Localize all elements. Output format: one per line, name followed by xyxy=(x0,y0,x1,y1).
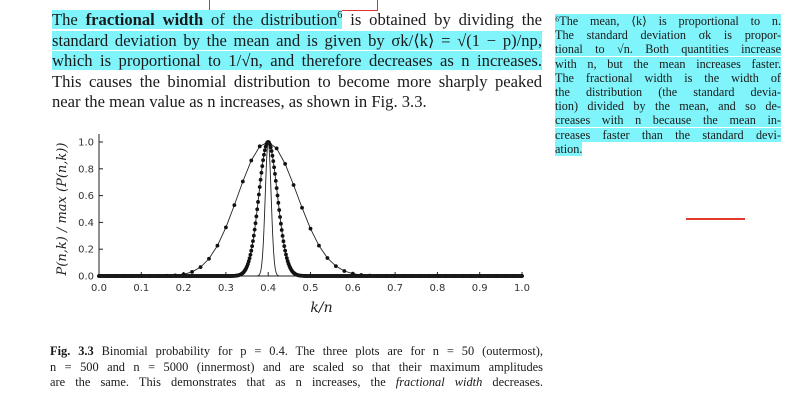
data-point-n500 xyxy=(280,228,284,232)
sidenote-line: tion) divided by the mean, and so de- xyxy=(555,99,781,114)
data-point-n500 xyxy=(279,222,283,226)
body-line-2: standard deviation by the mean and is given by σk/⟨k⟩ = √(1 − p)/np, xyxy=(52,30,542,50)
sidenote-line: with n, but the mean increases faster. xyxy=(555,56,781,71)
data-point-n500 xyxy=(278,215,282,219)
y-tick-label: 0.6 xyxy=(78,191,94,203)
data-point-n50 xyxy=(309,227,313,231)
data-point-n500 xyxy=(249,249,253,253)
data-point-n500 xyxy=(284,253,288,257)
sidenote-line: creases with n because the mean in- xyxy=(555,113,781,128)
sidenote-line: the distribution (the standard devia- xyxy=(555,85,781,100)
data-point-n500 xyxy=(249,253,253,257)
caption-line-2: n = 500 and n = 5000 (innermost) and are scaled so that their maximum amplitudes xyxy=(50,359,543,374)
data-point-n50 xyxy=(249,159,253,163)
sidenote-line: ation. xyxy=(555,141,583,156)
data-point-n500 xyxy=(253,228,257,232)
body-line-3: which is proportional to 1/√n, and therefore decreases as n increases. xyxy=(52,51,542,70)
data-point-n500 xyxy=(276,194,280,198)
data-point-n500 xyxy=(271,154,275,158)
data-point-n500 xyxy=(260,171,264,175)
data-point-n500 xyxy=(254,221,258,225)
figure-caption xyxy=(50,344,543,391)
data-point-n500 xyxy=(261,158,265,162)
figure-label: Fig. 3.3 xyxy=(50,344,94,358)
data-point-n50 xyxy=(326,256,330,260)
data-point-n500 xyxy=(282,239,286,243)
data-point-n500 xyxy=(252,234,256,238)
x-tick-label: 1.0 xyxy=(514,283,530,294)
data-point-n50 xyxy=(275,146,279,150)
data-point-n50 xyxy=(232,203,236,207)
body-line-4: This causes the binomial distribution to become more sharply peaked xyxy=(52,71,542,91)
data-point-n50 xyxy=(317,244,321,248)
data-point-n500 xyxy=(283,249,287,253)
x-tick-label: 0.0 xyxy=(91,283,107,294)
data-point-n500 xyxy=(276,201,280,205)
caption-line-1: Fig. 3.3 Binomial probability for p = 0.4. The three plots are for n = 50 (outermost), xyxy=(50,344,543,358)
data-point-n500 xyxy=(282,244,286,248)
x-tick-label: 0.2 xyxy=(175,283,192,294)
sidenote-line: The standard deviation σk is propor- xyxy=(555,28,781,43)
data-point-n500 xyxy=(262,153,266,157)
bold-term: fractional width xyxy=(85,10,204,29)
data-point-n50 xyxy=(199,265,203,269)
sidenote-line: creases faster than the standard devi- xyxy=(555,127,781,142)
body-line-5: near the mean value as n increases, as shown in Fig. 3.3. xyxy=(52,92,427,111)
x-tick-label: 0.4 xyxy=(260,283,277,294)
sidenote-line: The fractional width is the width of xyxy=(555,70,781,85)
series-line-n500 xyxy=(99,142,522,276)
data-point-n500 xyxy=(258,185,262,189)
sidenote-line: ⁶The mean, ⟨k⟩ is proportional to n. xyxy=(555,14,781,28)
data-point-n50 xyxy=(216,244,220,248)
data-point-n50 xyxy=(342,269,346,273)
y-tick-label: 0.4 xyxy=(78,217,94,229)
x-tick-label: 0.3 xyxy=(217,283,234,294)
data-point-n500 xyxy=(281,234,285,238)
data-point-n50 xyxy=(292,183,296,187)
data-point-n500 xyxy=(274,179,278,183)
data-point-n50 xyxy=(207,257,211,261)
data-point-n500 xyxy=(259,178,263,182)
data-point-n500 xyxy=(248,256,252,260)
data-point-n500 xyxy=(254,214,258,218)
data-point-n500 xyxy=(277,208,281,212)
x-tick-label: 0.9 xyxy=(471,283,488,294)
data-point-n50 xyxy=(334,264,338,268)
series-line-n5000 xyxy=(99,142,522,276)
x-tick-label: 0.1 xyxy=(133,283,150,294)
data-point-n500 xyxy=(251,239,255,243)
data-point-n500 xyxy=(250,244,254,248)
data-point-n500 xyxy=(270,149,274,153)
data-point-n50 xyxy=(300,206,304,210)
body-line-1: The fractional width of the distribution$^6$ is obtained by dividing the xyxy=(52,9,542,29)
data-point-n500 xyxy=(256,200,260,204)
data-point-n500 xyxy=(271,159,275,163)
data-point-n50 xyxy=(190,270,194,274)
caption-line-3: are the same. This demonstrates that as n increases, the fractional width decreases. xyxy=(50,375,543,389)
series-line-n50 xyxy=(99,142,522,276)
y-axis-label: P(n,k) / max (P(n,k)) xyxy=(55,142,70,276)
data-point-n50 xyxy=(258,144,262,148)
data-point-n500 xyxy=(275,186,279,190)
data-point-n50 xyxy=(224,226,228,230)
data-point-n500 xyxy=(255,207,259,211)
x-tick-label: 0.6 xyxy=(344,283,361,294)
data-point-n500 xyxy=(273,172,277,176)
sidenote-line: tional to √n. Both quantities increase xyxy=(555,42,781,57)
y-tick-label: 0.0 xyxy=(78,271,94,283)
y-tick-label: 0.8 xyxy=(78,164,94,176)
x-tick-label: 0.5 xyxy=(302,283,319,294)
data-point-n500 xyxy=(272,165,276,169)
data-point-n50 xyxy=(241,180,245,184)
data-point-n50 xyxy=(283,162,287,166)
y-tick-label: 0.2 xyxy=(78,244,94,256)
x-tick-label: 0.8 xyxy=(429,283,446,294)
x-tick-label: 0.7 xyxy=(387,283,404,294)
data-point-n500 xyxy=(263,148,267,152)
x-axis-label: k/n xyxy=(310,300,333,316)
y-tick-label: 1.0 xyxy=(78,137,94,149)
data-point-n500 xyxy=(257,193,261,197)
footnote-marker[interactable]: 6 xyxy=(337,9,343,21)
data-point-n500 xyxy=(260,164,264,168)
